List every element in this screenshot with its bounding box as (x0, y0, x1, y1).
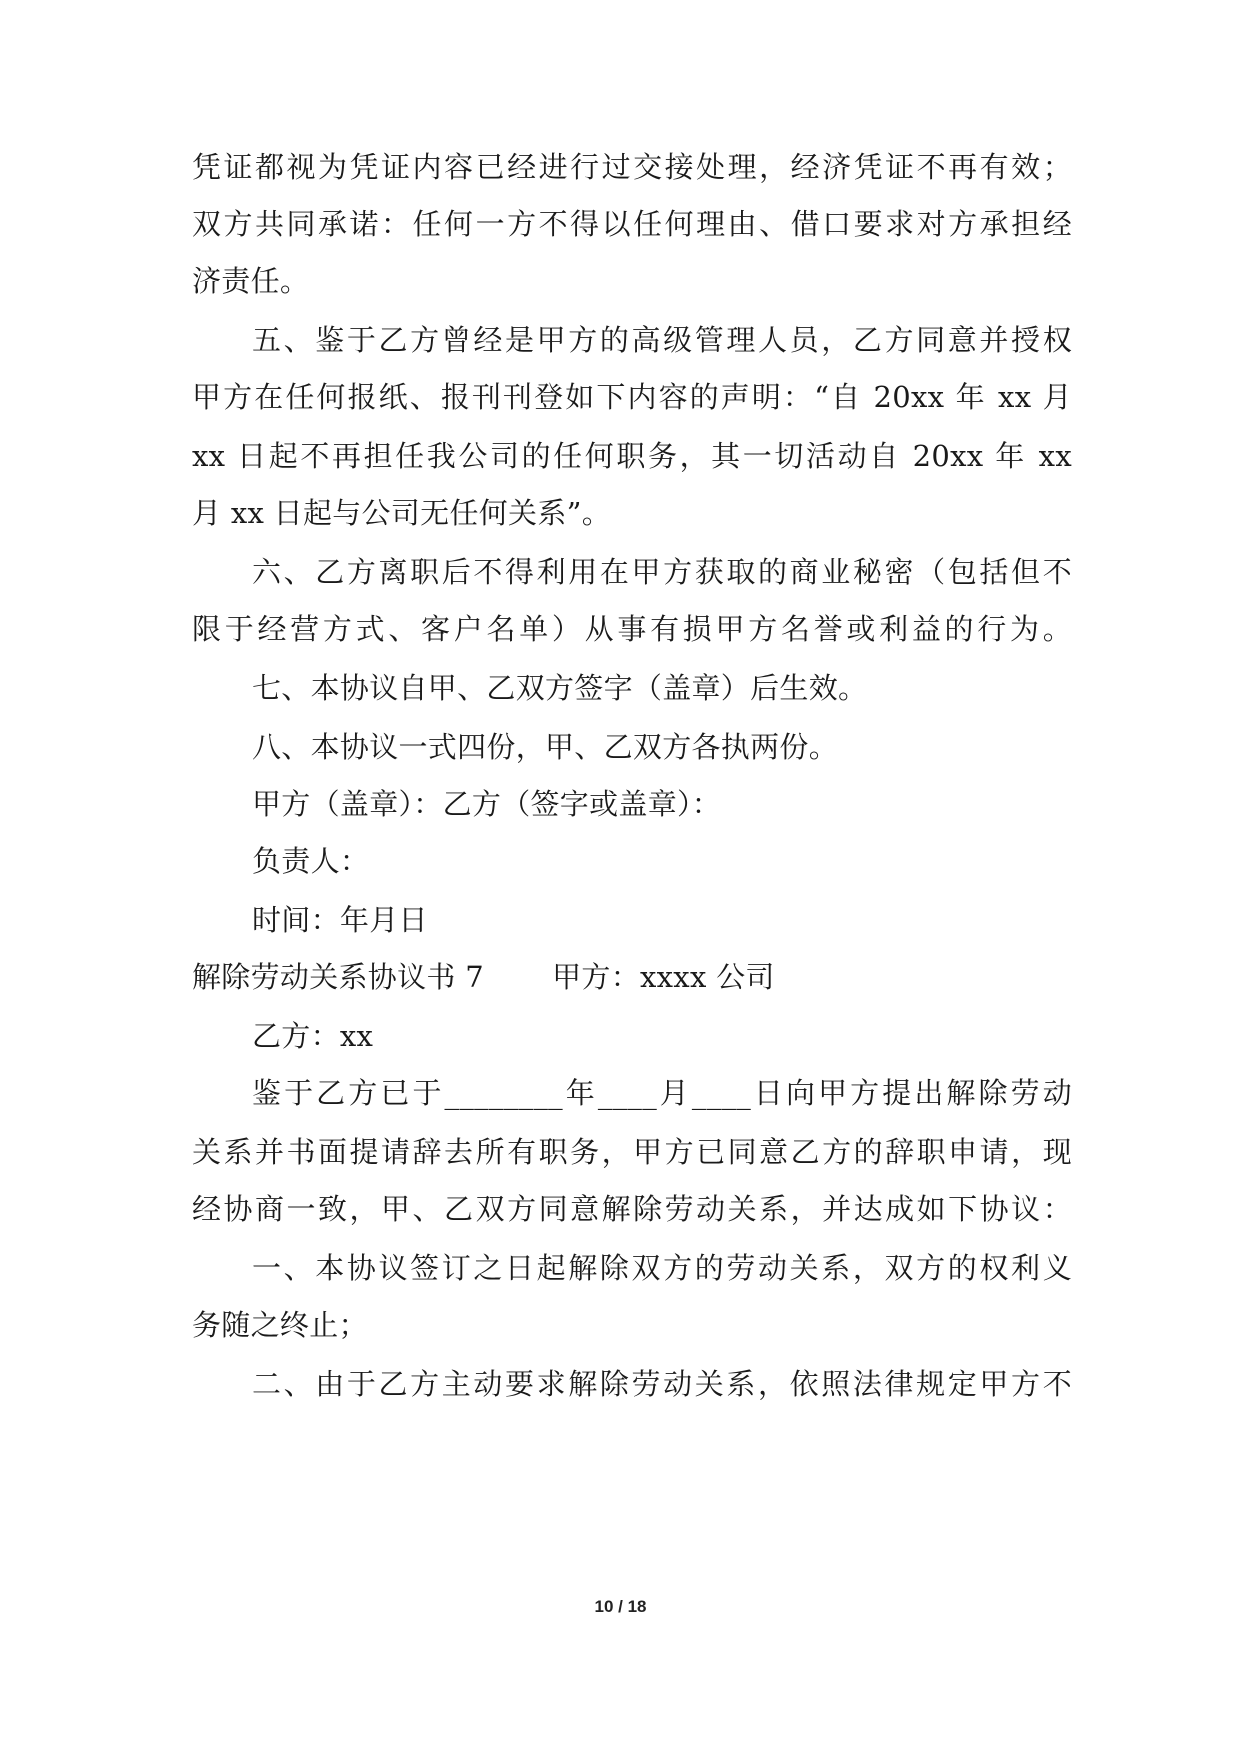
text-line: 一、本协议签订之日起解除双方的劳动关系，双方的权利义 (252, 1251, 1072, 1285)
text-line: 月 xx 日起与公司无任何关系”。 (192, 496, 612, 530)
text-line: 二、由于乙方主动要求解除劳动关系，依照法律规定甲方不 (252, 1367, 1072, 1401)
text-line: 乙方：xx (252, 1019, 374, 1053)
text-line: 务随之终止； (192, 1308, 368, 1342)
text-line: 七、本协议自甲、乙双方签字（盖章）后生效。 (252, 671, 868, 705)
text-line: 经协商一致，甲、乙双方同意解除劳动关系，并达成如下协议： (192, 1192, 1072, 1226)
text-line: 双方共同承诺：任何一方不得以任何理由、借口要求对方承担经 (192, 207, 1072, 241)
text-line: 济责任。 (192, 264, 310, 298)
text-line: 凭证都视为凭证内容已经进行过交接处理，经济凭证不再有效； (192, 150, 1072, 184)
text-line: 负责人： (252, 844, 370, 878)
text-line: xx 日起不再担任我公司的任何职务，其一切活动自 20xx 年 xx (192, 439, 1072, 473)
text-line: 五、鉴于乙方曾经是甲方的高级管理人员，乙方同意并授权 (252, 323, 1072, 357)
text-line: 六、乙方离职后不得利用在甲方获取的商业秘密（包括但不 (252, 555, 1072, 589)
text-line: 限于经营方式、客户名单）从事有损甲方名誉或利益的行为。 (192, 612, 1072, 646)
section-heading: 解除劳动关系协议书 7 甲方：xxxx 公司 (192, 960, 775, 994)
text-line: 关系并书面提请辞去所有职务，甲方已同意乙方的辞职申请，现 (192, 1135, 1072, 1169)
page-number: 10 / 18 (594, 1597, 647, 1616)
text-line: 时间：年月日 (252, 903, 428, 937)
text-line: 甲方在任何报纸、报刊刊登如下内容的声明：“自 20xx 年 xx 月 (192, 380, 1072, 414)
text-line: 鉴于乙方已于________年____月____日向甲方提出解除劳动 (252, 1076, 1072, 1110)
text-line: 八、本协议一式四份，甲、乙双方各执两份。 (252, 730, 839, 764)
text-line: 甲方（盖章）：乙方（签字或盖章）： (252, 787, 722, 821)
